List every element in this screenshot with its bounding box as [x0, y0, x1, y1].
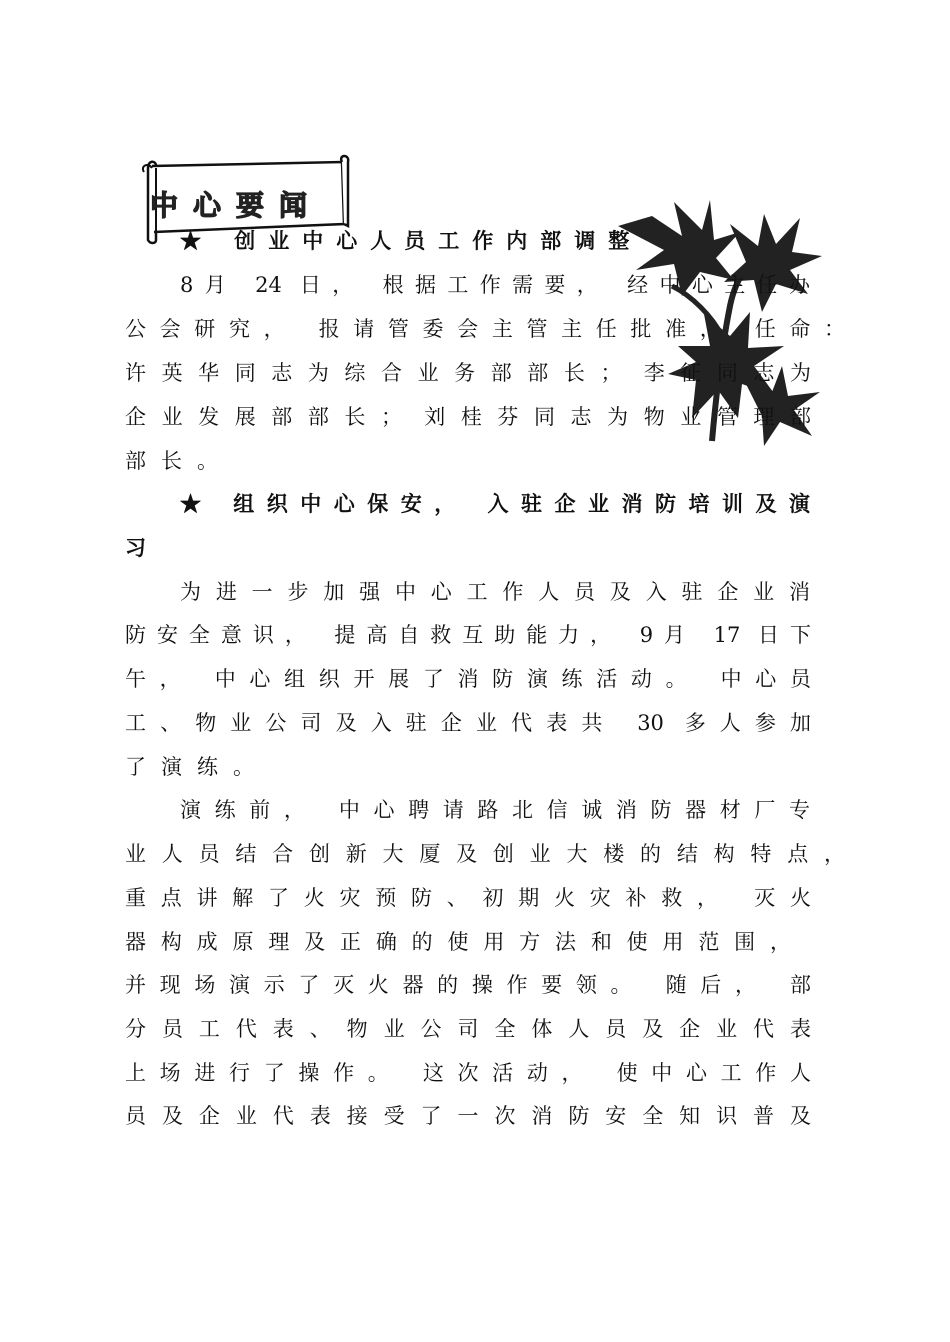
- article2-para1-line-4: 工、物业公司及入驻企业代表共 30 多人参加: [125, 711, 811, 735]
- article2-para2-line-6: 分员工代表、物业公司全体人员及企业代表: [125, 1017, 811, 1041]
- banner-title: 中心要闻: [150, 189, 323, 222]
- article2-heading-line-2: 习: [125, 535, 161, 560]
- article2-para1-line-2: 防安全意识， 提高自救互助能力， 9月 17 日下: [125, 623, 811, 647]
- article2-para2-line-7: 上场进行了操作。 这次活动， 使中心工作人: [125, 1061, 811, 1085]
- article2-para2-line-8: 员及企业代表接受了一次消防安全知识普及: [125, 1104, 811, 1128]
- article1-line-1: 8月 24 日， 根据工作需要， 经中心主任办: [180, 273, 810, 297]
- article1-line-4: 企业发展部部长； 刘桂芬同志为物业管理部: [125, 405, 811, 429]
- article1-line-5: 部长。: [125, 449, 233, 473]
- article2-para1-line-1: 为进一步加强中心工作人员及入驻企业消: [180, 580, 810, 604]
- article2-para1-line-5: 了演练。: [125, 755, 269, 779]
- article1-line-3: 许英华同志为综合业务部部长； 李征同志为: [125, 361, 811, 385]
- article2-para2-line-4: 器构成原理及正确的使用方法和使用范围，: [125, 930, 791, 954]
- article2-para2-line-1: 演练前， 中心聘请路北信诚消防器材厂专: [180, 798, 810, 822]
- article2-para1-line-3: 午， 中心组织开展了消防演练活动。 中心员: [125, 667, 811, 691]
- article2-heading-line-1: ★ 组织中心保安， 入驻企业消防培训及演: [180, 491, 810, 516]
- article2-para2-line-5: 并现场演示了灭火器的操作要领。 随后， 部: [125, 973, 811, 997]
- article2-para2-line-3: 重点讲解了火灾预防、初期火灾补救， 灭火: [125, 886, 811, 910]
- article1-line-2: 公会研究， 报请管委会主管主任批准， 任命：: [125, 317, 845, 341]
- article2-para2-line-2: 业人员结合创新大厦及创业大楼的结构特点，: [125, 842, 845, 866]
- article1-heading: ★ 创业中心人员工作内部调整: [180, 228, 643, 253]
